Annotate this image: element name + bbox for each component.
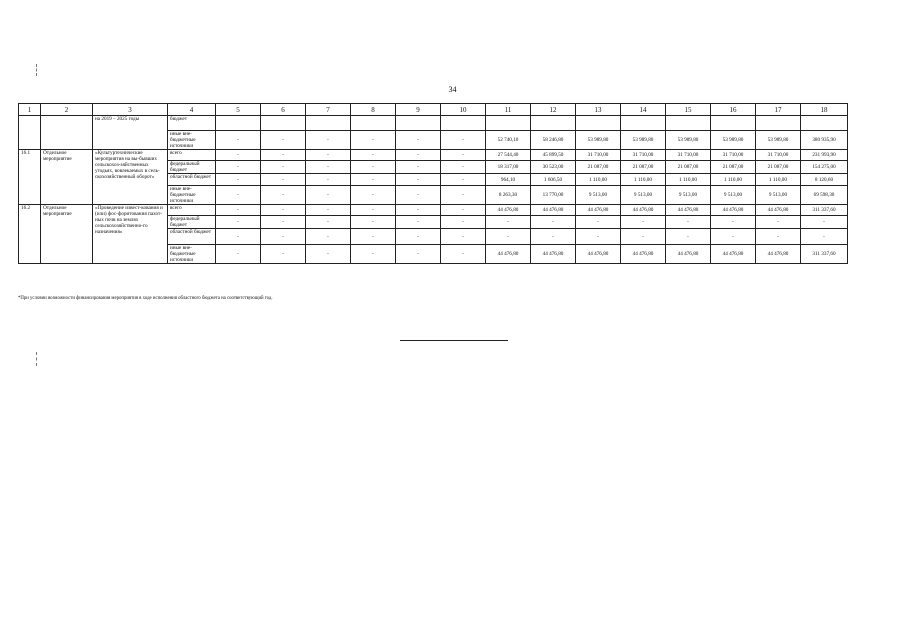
value-cell [621, 116, 666, 131]
value-cell: - [801, 216, 848, 229]
value-cell: 44 476,80 [756, 245, 801, 264]
value-cell: - [216, 205, 261, 216]
row-name-cell: на 2019 – 2025 годы [93, 116, 168, 150]
value-cell: 21 087,00 [576, 161, 621, 174]
value-cell: - [441, 205, 486, 216]
column-header: 13 [576, 104, 621, 116]
table-row [19, 116, 848, 131]
value-cell: 53 989,80 [711, 131, 756, 150]
value-cell: - [306, 229, 351, 245]
value-cell: 44 476,80 [486, 205, 531, 216]
value-cell: - [351, 150, 396, 161]
value-cell: - [351, 174, 396, 186]
value-cell: 231 993,90 [801, 150, 848, 161]
value-cell: 44 476,80 [621, 245, 666, 264]
column-header: 12 [531, 104, 576, 116]
value-cell [216, 116, 261, 131]
value-cell: 53 989,80 [756, 131, 801, 150]
value-cell: - [756, 229, 801, 245]
value-cell: - [351, 245, 396, 264]
value-cell: 21 087,00 [621, 161, 666, 174]
value-cell: - [441, 245, 486, 264]
budget-table [18, 103, 848, 264]
value-cell: - [216, 161, 261, 174]
value-cell [351, 116, 396, 131]
value-cell: 44 476,80 [711, 205, 756, 216]
table-header-row [19, 104, 848, 116]
column-header: 1 [19, 104, 41, 116]
value-cell: 44 476,80 [711, 245, 756, 264]
value-cell: - [306, 150, 351, 161]
value-cell [711, 116, 756, 131]
value-cell: - [396, 229, 441, 245]
value-cell: - [396, 216, 441, 229]
column-header: 3 [93, 104, 168, 116]
table-row [19, 205, 848, 216]
value-cell: - [396, 205, 441, 216]
value-cell: - [216, 216, 261, 229]
value-cell: - [216, 174, 261, 186]
funding-source-cell: областной бюджет [168, 229, 216, 245]
value-cell: 1 606,50 [531, 174, 576, 186]
footnote: *При условии возможности финансирования мероприятия в ходе исполнения областного бюджета на соответствующий год. [18, 296, 273, 301]
scan-mark-bottom [36, 352, 38, 366]
value-cell: - [306, 216, 351, 229]
table-row [19, 150, 848, 161]
funding-source-cell: всего [168, 150, 216, 161]
value-cell: - [351, 186, 396, 205]
column-header: 16 [711, 104, 756, 116]
value-cell: - [261, 245, 306, 264]
value-cell [756, 116, 801, 131]
value-cell: 31 710,00 [711, 150, 756, 161]
value-cell [531, 116, 576, 131]
value-cell: - [351, 161, 396, 174]
value-cell: 1 110,00 [711, 174, 756, 186]
value-cell: - [756, 216, 801, 229]
funding-source-cell: федеральный бюджет [168, 161, 216, 174]
funding-source-cell: бюджет [168, 116, 216, 131]
value-cell: 53 989,80 [666, 131, 711, 150]
value-cell: - [441, 150, 486, 161]
column-header: 15 [666, 104, 711, 116]
value-cell: 44 476,80 [486, 245, 531, 264]
value-cell: - [396, 186, 441, 205]
value-cell: - [801, 229, 848, 245]
value-cell: - [441, 174, 486, 186]
value-cell: 53 989,80 [621, 131, 666, 150]
value-cell: 13 770,00 [531, 186, 576, 205]
column-header: 4 [168, 104, 216, 116]
value-cell: 9 513,00 [621, 186, 666, 205]
funding-source-cell: всего [168, 205, 216, 216]
value-cell: 44 476,80 [531, 205, 576, 216]
value-cell: - [666, 229, 711, 245]
value-cell [261, 116, 306, 131]
value-cell [441, 116, 486, 131]
value-cell: 21 087,00 [756, 161, 801, 174]
closing-rule [400, 340, 508, 341]
column-header: 11 [486, 104, 531, 116]
value-cell: 8 263,30 [486, 186, 531, 205]
row-number-cell: 16.1 [19, 150, 41, 205]
value-cell: 18 317,00 [486, 161, 531, 174]
value-cell: - [306, 174, 351, 186]
value-cell: - [486, 216, 531, 229]
value-cell: 1 110,00 [621, 174, 666, 186]
funding-source-cell: федеральный бюджет [168, 216, 216, 229]
value-cell: - [261, 186, 306, 205]
value-cell: 311 337,60 [801, 245, 848, 264]
value-cell: 52 740,10 [486, 131, 531, 150]
value-cell: - [261, 161, 306, 174]
column-header: 7 [306, 104, 351, 116]
value-cell: 8 120,60 [801, 174, 848, 186]
value-cell: 9 513,00 [666, 186, 711, 205]
value-cell: - [261, 174, 306, 186]
value-cell: - [531, 216, 576, 229]
column-header: 8 [351, 104, 396, 116]
value-cell: 1 110,00 [576, 174, 621, 186]
value-cell: - [351, 229, 396, 245]
value-cell: - [261, 216, 306, 229]
value-cell: - [666, 216, 711, 229]
value-cell: - [711, 216, 756, 229]
row-type-cell [41, 116, 93, 150]
value-cell: - [711, 229, 756, 245]
value-cell: - [351, 216, 396, 229]
value-cell: - [441, 229, 486, 245]
value-cell [486, 116, 531, 131]
column-header: 6 [261, 104, 306, 116]
value-cell: - [351, 205, 396, 216]
value-cell: 44 476,80 [576, 245, 621, 264]
value-cell: 44 476,80 [621, 205, 666, 216]
value-cell: 31 710,00 [756, 150, 801, 161]
value-cell: - [531, 229, 576, 245]
column-header: 2 [41, 104, 93, 116]
value-cell: - [396, 174, 441, 186]
funding-source-cell: иные вне-бюджетные источники [168, 186, 216, 205]
value-cell: - [441, 161, 486, 174]
value-cell: 45 899,50 [531, 150, 576, 161]
value-cell: 69 598,30 [801, 186, 848, 205]
value-cell: - [306, 245, 351, 264]
value-cell [801, 116, 848, 131]
value-cell: 9 513,00 [756, 186, 801, 205]
value-cell: 44 476,80 [666, 245, 711, 264]
row-type-cell: Отдельное мероприятие [41, 205, 93, 264]
value-cell: 44 476,80 [531, 245, 576, 264]
column-header: 5 [216, 104, 261, 116]
value-cell: - [396, 161, 441, 174]
value-cell: 31 710,00 [576, 150, 621, 161]
value-cell: 9 513,00 [576, 186, 621, 205]
value-cell: - [306, 161, 351, 174]
value-cell: 380 935,90 [801, 131, 848, 150]
value-cell: 21 087,00 [711, 161, 756, 174]
value-cell: - [261, 205, 306, 216]
value-cell: 1 110,00 [756, 174, 801, 186]
value-cell: 311 337,60 [801, 205, 848, 216]
value-cell: - [306, 186, 351, 205]
value-cell: 30 523,00 [531, 161, 576, 174]
value-cell: - [441, 186, 486, 205]
value-cell: - [441, 131, 486, 150]
value-cell: - [351, 131, 396, 150]
value-cell [666, 116, 711, 131]
value-cell: - [216, 186, 261, 205]
column-header: 9 [396, 104, 441, 116]
value-cell: - [261, 131, 306, 150]
value-cell: 154 275,00 [801, 161, 848, 174]
row-name-cell: «Культуртехнические мероприятия на вы-бывших сельскохоз-зяйственных угодьях, вовлекаемых в сель-скохозяйственный оборот» [93, 150, 168, 205]
value-cell: 44 476,80 [576, 205, 621, 216]
value-cell: - [261, 150, 306, 161]
value-cell: - [306, 131, 351, 150]
scan-mark-top [36, 64, 38, 76]
value-cell [396, 116, 441, 131]
column-header: 17 [756, 104, 801, 116]
row-type-cell: Отдельное мероприятие [41, 150, 93, 205]
value-cell: 44 476,80 [666, 205, 711, 216]
value-cell: - [396, 131, 441, 150]
funding-source-cell: иные вне-бюджетные источники [168, 131, 216, 150]
value-cell: - [396, 150, 441, 161]
value-cell: 1 110,00 [666, 174, 711, 186]
value-cell [576, 116, 621, 131]
value-cell: - [216, 229, 261, 245]
column-header: 14 [621, 104, 666, 116]
funding-source-cell: областной бюджет [168, 174, 216, 186]
row-number-cell [19, 116, 41, 150]
value-cell: 21 087,00 [666, 161, 711, 174]
value-cell: 27 544,40 [486, 150, 531, 161]
value-cell: - [441, 216, 486, 229]
funding-source-cell: иные вне-бюджетные источники [168, 245, 216, 264]
value-cell: 964,10 [486, 174, 531, 186]
column-header: 18 [801, 104, 848, 116]
row-name-cell: «Проведение извест-кования и (или) фос-форитования пахот-ных почв на землях сельскохозяйственно-го назначения» [93, 205, 168, 264]
value-cell: - [216, 150, 261, 161]
column-header: 10 [441, 104, 486, 116]
value-cell: - [621, 216, 666, 229]
value-cell: 44 476,80 [756, 205, 801, 216]
value-cell: 31 710,00 [666, 150, 711, 161]
value-cell: - [216, 245, 261, 264]
value-cell: - [216, 131, 261, 150]
value-cell: 31 710,00 [621, 150, 666, 161]
row-number-cell: 16.2 [19, 205, 41, 264]
value-cell: 53 989,80 [576, 131, 621, 150]
value-cell: - [396, 245, 441, 264]
page-number: 34 [448, 85, 457, 94]
value-cell [306, 116, 351, 131]
value-cell: - [576, 229, 621, 245]
value-cell: 58 246,80 [531, 131, 576, 150]
value-cell: - [261, 229, 306, 245]
value-cell: - [621, 229, 666, 245]
value-cell: - [486, 229, 531, 245]
value-cell: 9 513,00 [711, 186, 756, 205]
value-cell: - [576, 216, 621, 229]
value-cell: - [306, 205, 351, 216]
